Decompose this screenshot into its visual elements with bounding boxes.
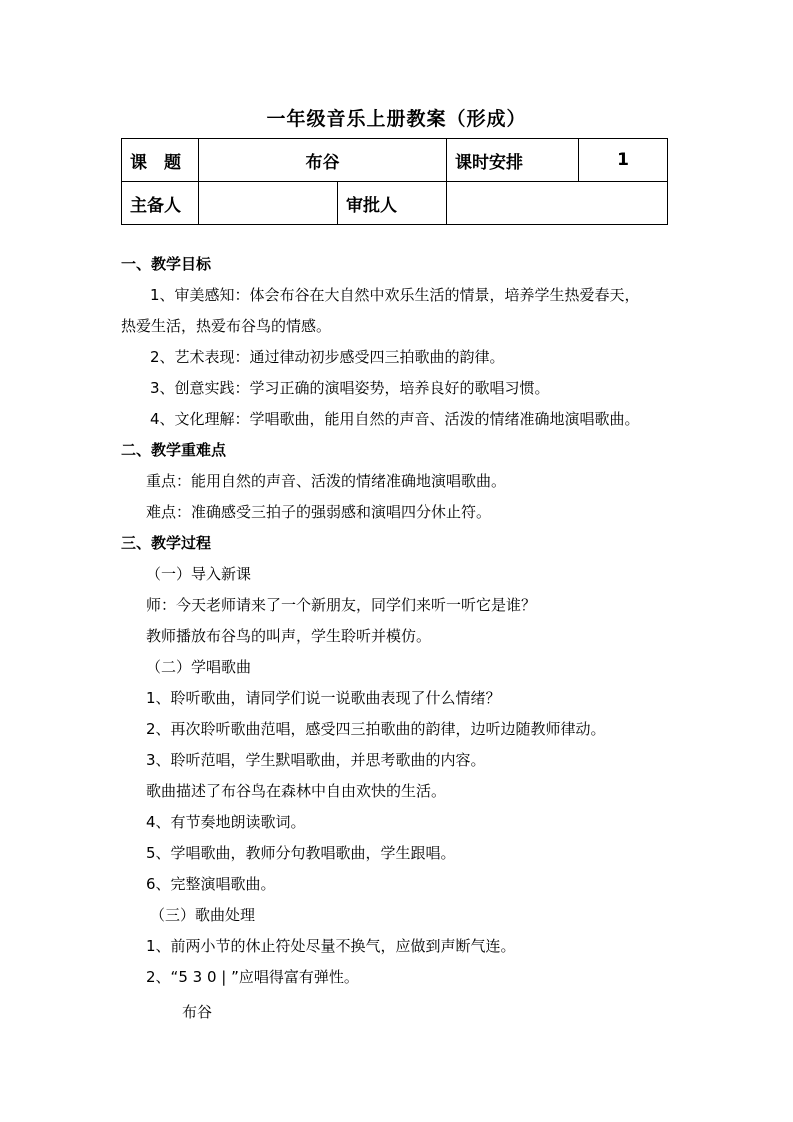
paragraph: 2、“5 3 0 | ”应唱得富有弹性。: [146, 968, 359, 986]
subsection-heading: （二）学唱歌曲: [146, 658, 252, 676]
preparer-value: [199, 182, 338, 225]
paragraph: 1、前两小节的休止符处尽量不换气，应做到声断气连。: [146, 937, 516, 955]
preparer-label: 主备人: [122, 182, 199, 225]
topic-value: 布谷: [199, 139, 447, 182]
approver-label: 审批人: [338, 182, 447, 225]
paragraph: 4、文化理解：学唱歌曲，能用自然的声音、活泼的情绪准确地演唱歌曲。: [150, 410, 640, 428]
paragraph: 1、审美感知：体会布谷在大自然中欢乐生活的情景，培养学生热爱春天，: [150, 286, 640, 304]
paragraph: 师：今天老师请来了一个新朋友，同学们来听一听它是谁？: [146, 596, 537, 614]
paragraph: 1、聆听歌曲，请同学们说一说歌曲表现了什么情绪？: [146, 689, 501, 707]
paragraph: 5、学唱歌曲，教师分句教唱歌曲，学生跟唱。: [146, 844, 456, 862]
hours-label: 课时安排: [447, 139, 579, 182]
paragraph: 热爱生活，热爱布谷鸟的情感。: [121, 317, 332, 335]
subsection-heading: （三）歌曲处理: [150, 906, 256, 924]
approver-value: [447, 182, 668, 225]
section-heading: 二、教学重难点: [121, 441, 227, 459]
topic-label: 课 题: [122, 139, 199, 182]
document-title: 一年级音乐上册教案（形成）: [266, 108, 527, 130]
paragraph: 难点：准确感受三拍子的强弱感和演唱四分休止符。: [146, 503, 492, 521]
paragraph: 重点：能用自然的声音、活泼的情绪准确地演唱歌曲。: [146, 472, 507, 490]
paragraph: 6、完整演唱歌曲。: [146, 875, 276, 893]
paragraph: 歌曲描述了布谷鸟在森林中自由欢快的生活。: [146, 782, 447, 800]
section-heading: 一、教学目标: [121, 255, 212, 273]
paragraph: 2、艺术表现：通过律动初步感受四三拍歌曲的韵律。: [150, 348, 505, 366]
paragraph: 教师播放布谷鸟的叫声，学生聆听并模仿。: [146, 627, 432, 645]
section-heading: 三、教学过程: [121, 534, 212, 552]
lesson-info-table: [121, 138, 668, 225]
paragraph: 3、聆听范唱，学生默唱歌曲，并思考歌曲的内容。: [146, 751, 486, 769]
paragraph: 2、再次聆听歌曲范唱，感受四三拍歌曲的韵律，边听边随教师律动。: [146, 720, 606, 738]
table-row: [122, 139, 668, 182]
table-row: [122, 182, 668, 225]
paragraph: 3、创意实践：学习正确的演唱姿势，培养良好的歌唱习惯。: [150, 379, 550, 397]
song-title: 布谷: [182, 1003, 213, 1021]
subsection-heading: （一）导入新课: [146, 565, 252, 583]
hours-value: 1: [579, 139, 668, 182]
paragraph: 4、有节奏地朗读歌词。: [146, 813, 306, 831]
